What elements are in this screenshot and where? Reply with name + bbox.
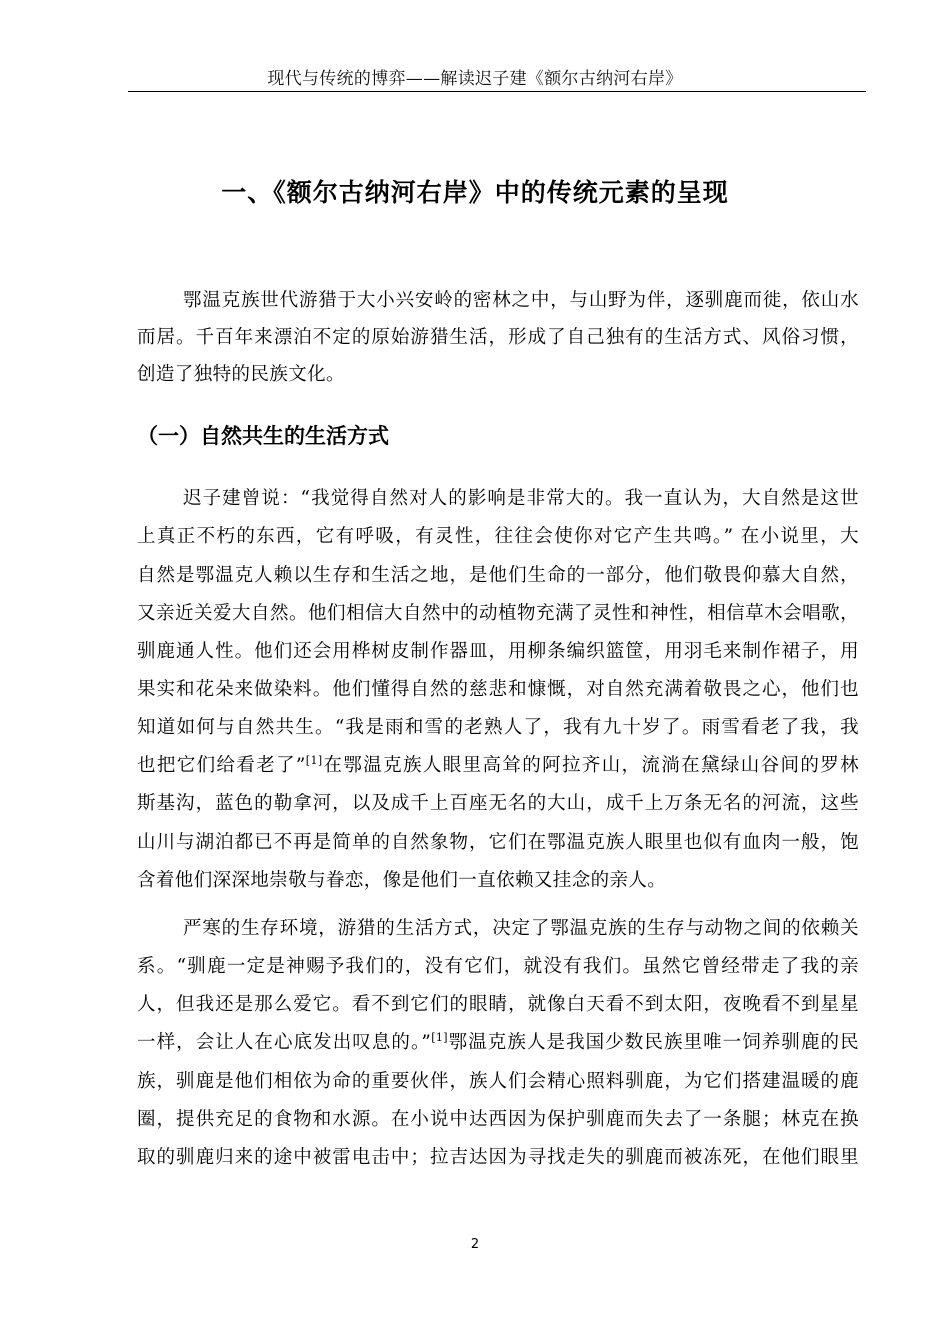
section-title: 一、《额尔古纳河右岸》中的传统元素的呈现 <box>221 178 729 207</box>
body-line <box>137 1029 859 1057</box>
body-line: 自然是鄂温克人赖以生存和生活之地，是他们生命的一部分，他们敬畏仰慕大自然， <box>137 565 859 586</box>
body-line: 圈，提供充足的食物和水源。在小说中达西因为保护驯鹿而失去了一条腿；林克在换 <box>137 1109 859 1130</box>
body-line: 含着他们深深地崇敬与眷恋，像是他们一直依赖又挂念的亲人。 <box>137 870 667 891</box>
text-segment: 在鄂温克族人眼里高耸的阿拉齐山，流淌在黛绿山谷间的罗林 <box>322 755 859 776</box>
body-line: 人，但我还是那么爱它。看不到它们的眼睛，就像白天看不到太阳，夜晚看不到星星 <box>137 994 859 1015</box>
text-segment: 也把它们给看老了” <box>137 755 306 776</box>
intro-line: 鄂温克族世代游猎于大小兴安岭的密林之中，与山野为伴，逐驯鹿而徙，依山水 <box>183 290 859 311</box>
body-line: 又亲近关爱大自然。他们相信大自然中的动植物充满了灵性和神性，相信草木会唱歌， <box>137 603 859 624</box>
text-segment: 鄂温克族人是我国少数民族里唯一饲养驯鹿的民 <box>447 1032 859 1053</box>
body-line: 知道如何与自然共生。“我是雨和雪的老熟人了，我有九十岁了。雨雪看老了我，我 <box>137 717 859 738</box>
body-line: 山川与湖泊都已不再是简单的自然象物，它们在鄂温克族人眼里也似有血肉一般，饱 <box>137 832 859 853</box>
body-line: 系。“驯鹿一定是神赐予我们的，没有它们，就没有我们。虽然它曾经带走了我的亲 <box>137 956 859 977</box>
body-line: 严寒的生存环境，游猎的生活方式，决定了鄂温克族的生存与动物之间的依赖关 <box>183 918 859 939</box>
intro-line: 而居。千百年来漂泊不定的原始游猎生活，形成了自己独有的生活方式、风俗习惯， <box>137 327 859 348</box>
body-line: 迟子建曾说：“我觉得自然对人的影响是非常大的。我一直认为，大自然是这世 <box>183 488 859 509</box>
intro-line: 创造了独特的民族文化。 <box>137 364 345 385</box>
header-rule <box>128 91 866 92</box>
body-line: 上真正不朽的东西，它有呼吸，有灵性，往往会使你对它产生共鸣。” 在小说里，大 <box>137 526 859 547</box>
body-line: 取的驯鹿归来的途中被雷电击中；拉吉达因为寻找走失的驯鹿而被冻死，在他们眼里 <box>137 1147 859 1168</box>
body-line <box>137 752 859 780</box>
body-line: 果实和花朵来做染料。他们懂得自然的慈悲和慷慨，对自然充满着敬畏之心，他们也 <box>137 679 859 700</box>
page-number: 2 <box>470 1237 480 1252</box>
running-header: 现代与传统的博弈——解读迟子建《额尔古纳河右岸》 <box>267 69 683 89</box>
body-line: 族，驯鹿是他们相依为命的重要伙伴，族人们会精心照料驯鹿，为它们搭建温暖的鹿 <box>137 1071 859 1092</box>
body-line: 驯鹿通人性。他们还会用桦树皮制作器皿，用柳条编织篮筐，用羽毛来制作裙子，用 <box>137 641 859 662</box>
citation-marker: [1] <box>305 753 323 767</box>
text-segment: 一样，会让人在心底发出叹息的。” <box>137 1032 432 1053</box>
subsection-title: （一）自然共生的生活方式 <box>137 424 389 448</box>
citation-marker: [1] <box>431 1030 448 1044</box>
body-line: 斯基沟，蓝色的勒拿河，以及成千上百座无名的大山，成千上万条无名的河流，这些 <box>137 793 859 814</box>
